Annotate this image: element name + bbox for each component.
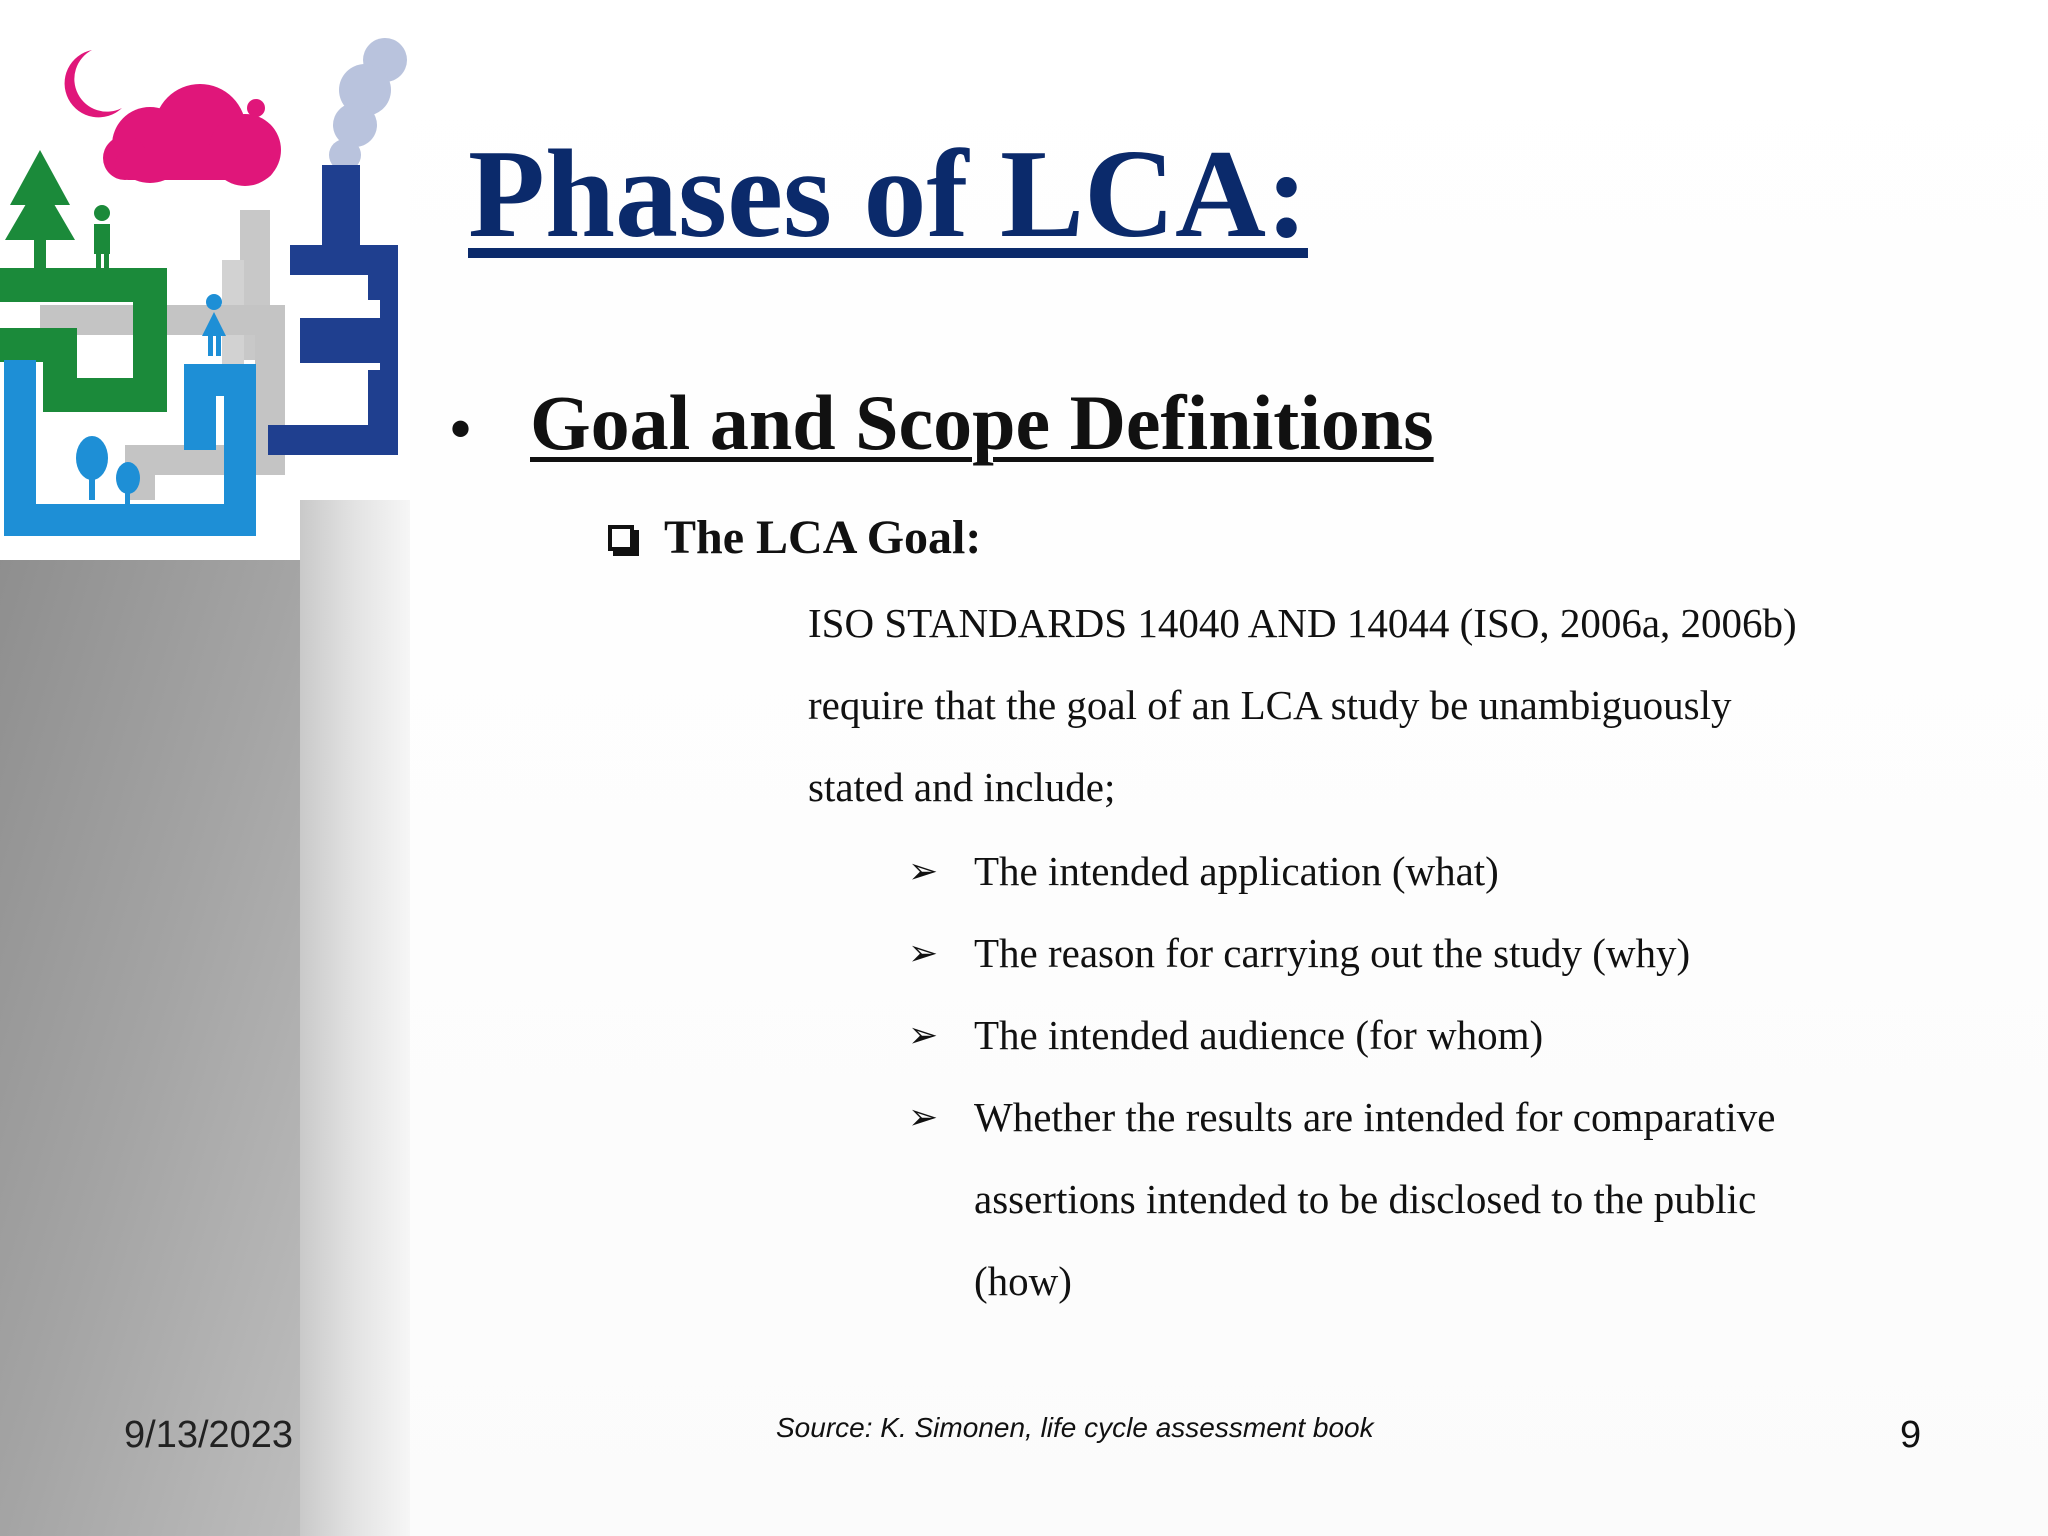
arrow-bullet-icon: ➢ bbox=[908, 851, 939, 891]
arrow-bullet-icon: ➢ bbox=[908, 933, 939, 973]
stone-background bbox=[0, 540, 300, 1536]
list-item-text: (how) bbox=[974, 1258, 1072, 1304]
subheading: The LCA Goal: bbox=[664, 511, 982, 564]
page-number: 9 bbox=[1900, 1414, 1922, 1456]
list-item-text: The intended application (what) bbox=[974, 848, 1499, 894]
footer-date: 9/13/2023 bbox=[124, 1414, 294, 1456]
city-illustration bbox=[0, 0, 410, 1536]
arrow-bullet-icon: ➢ bbox=[908, 1097, 939, 1137]
bullet-level-1 bbox=[450, 378, 1434, 468]
section-heading: Goal and Scope Definitions bbox=[530, 379, 1434, 466]
paragraph-line: require that the goal of an LCA study be unambiguously bbox=[808, 682, 1732, 728]
list-item bbox=[908, 994, 1988, 1076]
light-stone-strip bbox=[300, 500, 410, 1536]
list-item-text: The reason for carrying out the study (why) bbox=[974, 930, 1691, 976]
list-item-text: The intended audience (for whom) bbox=[974, 1012, 1544, 1058]
goal-paragraph bbox=[808, 582, 1968, 828]
bullet-dot: • bbox=[450, 396, 472, 462]
list-item bbox=[908, 1076, 1988, 1322]
footer-source: Source: K. Simonen, life cycle assessment book bbox=[776, 1412, 1374, 1443]
slide-title: Phases of LCA: bbox=[468, 125, 1308, 264]
checkbox-bullet-icon bbox=[608, 525, 634, 551]
list-item-text: Whether the results are intended for comparative bbox=[974, 1094, 1776, 1140]
decorative-sidebar bbox=[0, 0, 410, 1536]
paragraph-line: ISO STANDARDS 14040 AND 14044 (ISO, 2006a, 2006b) bbox=[808, 600, 1797, 646]
arrow-bullet-icon: ➢ bbox=[908, 1015, 939, 1055]
list-item-text: assertions intended to be disclosed to the public bbox=[974, 1176, 1757, 1222]
list-item bbox=[908, 830, 1988, 912]
list-item bbox=[908, 912, 1988, 994]
bullet-level-2 bbox=[608, 510, 981, 565]
paragraph-line: stated and include; bbox=[808, 764, 1116, 810]
goal-items-list bbox=[908, 830, 1988, 1322]
